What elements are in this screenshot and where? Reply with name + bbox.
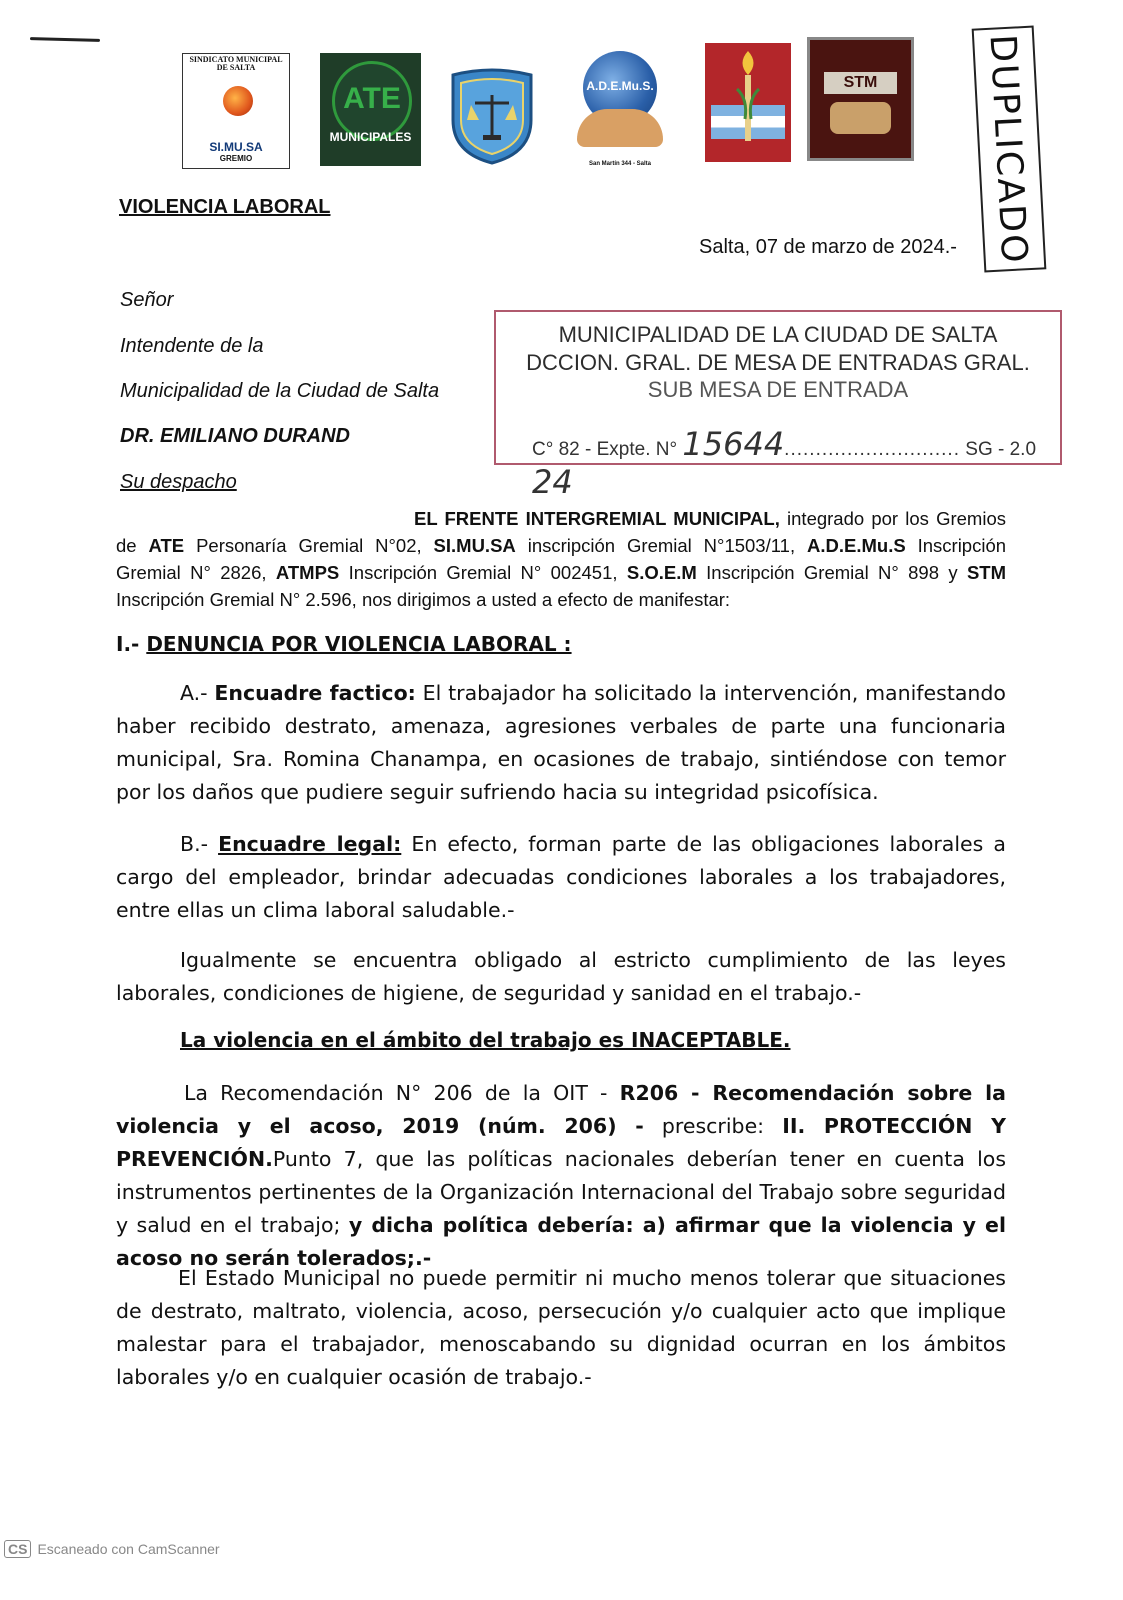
intro-stm: STM [966, 562, 1007, 583]
paragraph-b-text: En efecto, forman parte de las obligaciones laborales a cargo del empleador, brindar adecuadas condiciones laborales a los trabajadores, entre ellas un clima laboral saludable.- [116, 832, 1006, 922]
intro-soem: S.O.E.M [626, 562, 697, 583]
intro-atmps: ATMPS [275, 562, 340, 583]
paragraph-b-label: B.- [180, 832, 208, 856]
camscanner-icon: CS [4, 1540, 31, 1558]
ademus-caption: San Martín 344 - Salta [588, 161, 652, 167]
paragraph-d-text: La Recomendación N° 206 de la OIT - [184, 1081, 608, 1105]
intro-text: Inscripción Gremial N° 898 y [706, 562, 958, 583]
section-1-title: DENUNCIA POR VIOLENCIA LABORAL : [146, 632, 572, 656]
handshake-icon [830, 102, 891, 134]
subheading-inaceptable: La violencia en el ámbito del trabajo es INACEPTABLE. [180, 1028, 791, 1052]
hands-icon [577, 109, 663, 147]
intro-text: Inscripción Gremial N° 2.596, nos dirigimos a usted a efecto de manifestar: [116, 589, 731, 610]
simusa-logo-top: SINDICATO MUNICIPAL DE SALTA [189, 55, 283, 72]
simusa-logo-sub: GREMIO [219, 154, 253, 163]
intro-text: inscripción Gremial N°1503/11, [527, 535, 796, 556]
addressee-line-3: Municipalidad de la Ciudad de Salta [120, 380, 440, 402]
intro-ate: ATE [148, 535, 185, 556]
intro-simusa: SI.MU.SA [433, 535, 516, 556]
addressee-name: DR. EMILIANO DURAND [120, 425, 350, 447]
expte-dots: ............................ [784, 439, 960, 460]
paragraph-e: El Estado Municipal no puede permitir ni mucho menos tolerar que situaciones de destrato, maltrato, violencia, acoso, persecución y/o cualquier acto que implique malestar para el trabajador, menoscabando su dignidad ocurran en los ámbitos laborales y/o en cualquier ocasión de trabajo.- [116, 1266, 1006, 1389]
section-1-number: I.- [116, 632, 140, 656]
ademus-logo [573, 47, 667, 167]
paragraph-a-label: A.- [180, 681, 208, 705]
intro-ademus: A.D.E.Mu.S [807, 535, 906, 556]
intro-lead: EL FRENTE INTERGREMIAL MUNICIPAL, [414, 508, 780, 529]
paragraph-d-bold: R206 - Recomendación sobre la violencia y el acoso, 2019 (núm. 206) - [116, 1081, 1006, 1138]
document-title: VIOLENCIA LABORAL [119, 196, 331, 218]
stm-logo [807, 37, 914, 161]
entry-stamp-line-3: SUB MESA DE ENTRADA [647, 377, 909, 402]
paragraph-d [116, 1077, 1006, 1275]
pen-stroke [30, 37, 100, 42]
scanner-footer [4, 1540, 220, 1558]
expte-year: 24 [532, 463, 573, 501]
ademus-name: A.D.E.Mu.S. [586, 79, 654, 93]
paragraph-d-bold: II. PROTECCIÓN Y PREVENCIÓN. [116, 1114, 1006, 1171]
ate-ring-icon [332, 61, 412, 141]
intro-text: Personaría Gremial N°02, [196, 535, 422, 556]
paragraph-b-bold: Encuadre legal: [218, 832, 402, 856]
paragraph-b [116, 828, 1006, 927]
torch-icon [735, 49, 761, 145]
ate-mark: ATE [343, 82, 401, 115]
ate-logo [320, 53, 421, 166]
paragraph-a-text: El trabajador ha solicitado la intervención, manifestando haber recibido destrato, amenaza, agresiones verbales de parte una funcionaria municipal, Sra. Romina Chanampa, en ocasiones de trabajo, sintiéndose con temor por los daños que pudiere seguir sufriendo hacia su integridad psicofísica. [116, 681, 1006, 804]
atmps-shield-icon [447, 65, 537, 165]
addressee-line-1: Señor [120, 289, 174, 311]
intro-paragraph [116, 505, 1006, 613]
intro-text: integrado por los Gremios de [116, 508, 1006, 556]
entry-stamp-line-1: MUNICIPALIDAD DE LA CIUDAD DE SALTA [558, 322, 998, 347]
simusa-emblem-icon [223, 86, 253, 116]
entry-stamp [494, 310, 1062, 501]
paragraph-a [116, 677, 1006, 809]
expte-number: 15644 [682, 425, 785, 463]
paragraph-c: Igualmente se encuentra obligado al estricto cumplimiento de las leyes laborales, condiciones de higiene, de seguridad y sanidad en el trabajo.- [116, 948, 1006, 1005]
intro-text: Inscripción Gremial N° 2826, [116, 535, 1007, 583]
paragraph-d-text: prescribe: [661, 1114, 765, 1138]
paragraph-d-text: Punto 7, que las políticas nacionales deberían tener en cuenta los instrumentos pertinentes de la Organización Internacional del Trabajo sobre seguridad y salud en el trabajo; [116, 1147, 1006, 1237]
addressee-line-2: Intendente de la [120, 335, 264, 357]
simusa-logo-name: SI.MU.SA [209, 140, 263, 154]
scanner-footer-text: Escaneado con CamScanner [37, 1541, 220, 1557]
entry-stamp-expte [532, 425, 1060, 501]
soem-logo [705, 43, 791, 162]
intro-text: Inscripción Gremial N° 002451, [348, 562, 618, 583]
entry-stamp-line-2: DCCION. GRAL. DE MESA DE ENTRADAS GRAL. [526, 350, 1030, 375]
simusa-logo [182, 53, 290, 169]
paragraph-d-bold: y dicha política debería: a) afirmar que la violencia y el acoso no serán tolerados;.- [116, 1213, 1006, 1270]
expte-prefix: C° 82 - Expte. N° [532, 439, 678, 460]
section-1-heading [116, 632, 572, 656]
duplicado-text: DUPLICADO [981, 33, 1035, 266]
document-date: Salta, 07 de marzo de 2024.- [699, 236, 957, 258]
addressee-line-5: Su despacho [120, 471, 237, 493]
stm-name: STM [824, 72, 897, 94]
expte-sg: SG - 2.0 [965, 439, 1037, 460]
duplicado-stamp [972, 26, 1047, 273]
paragraph-a-bold: Encuadre factico: [214, 681, 416, 705]
ate-logo-label: MUNICIPALES [329, 130, 412, 144]
atmps-logo [447, 65, 537, 165]
